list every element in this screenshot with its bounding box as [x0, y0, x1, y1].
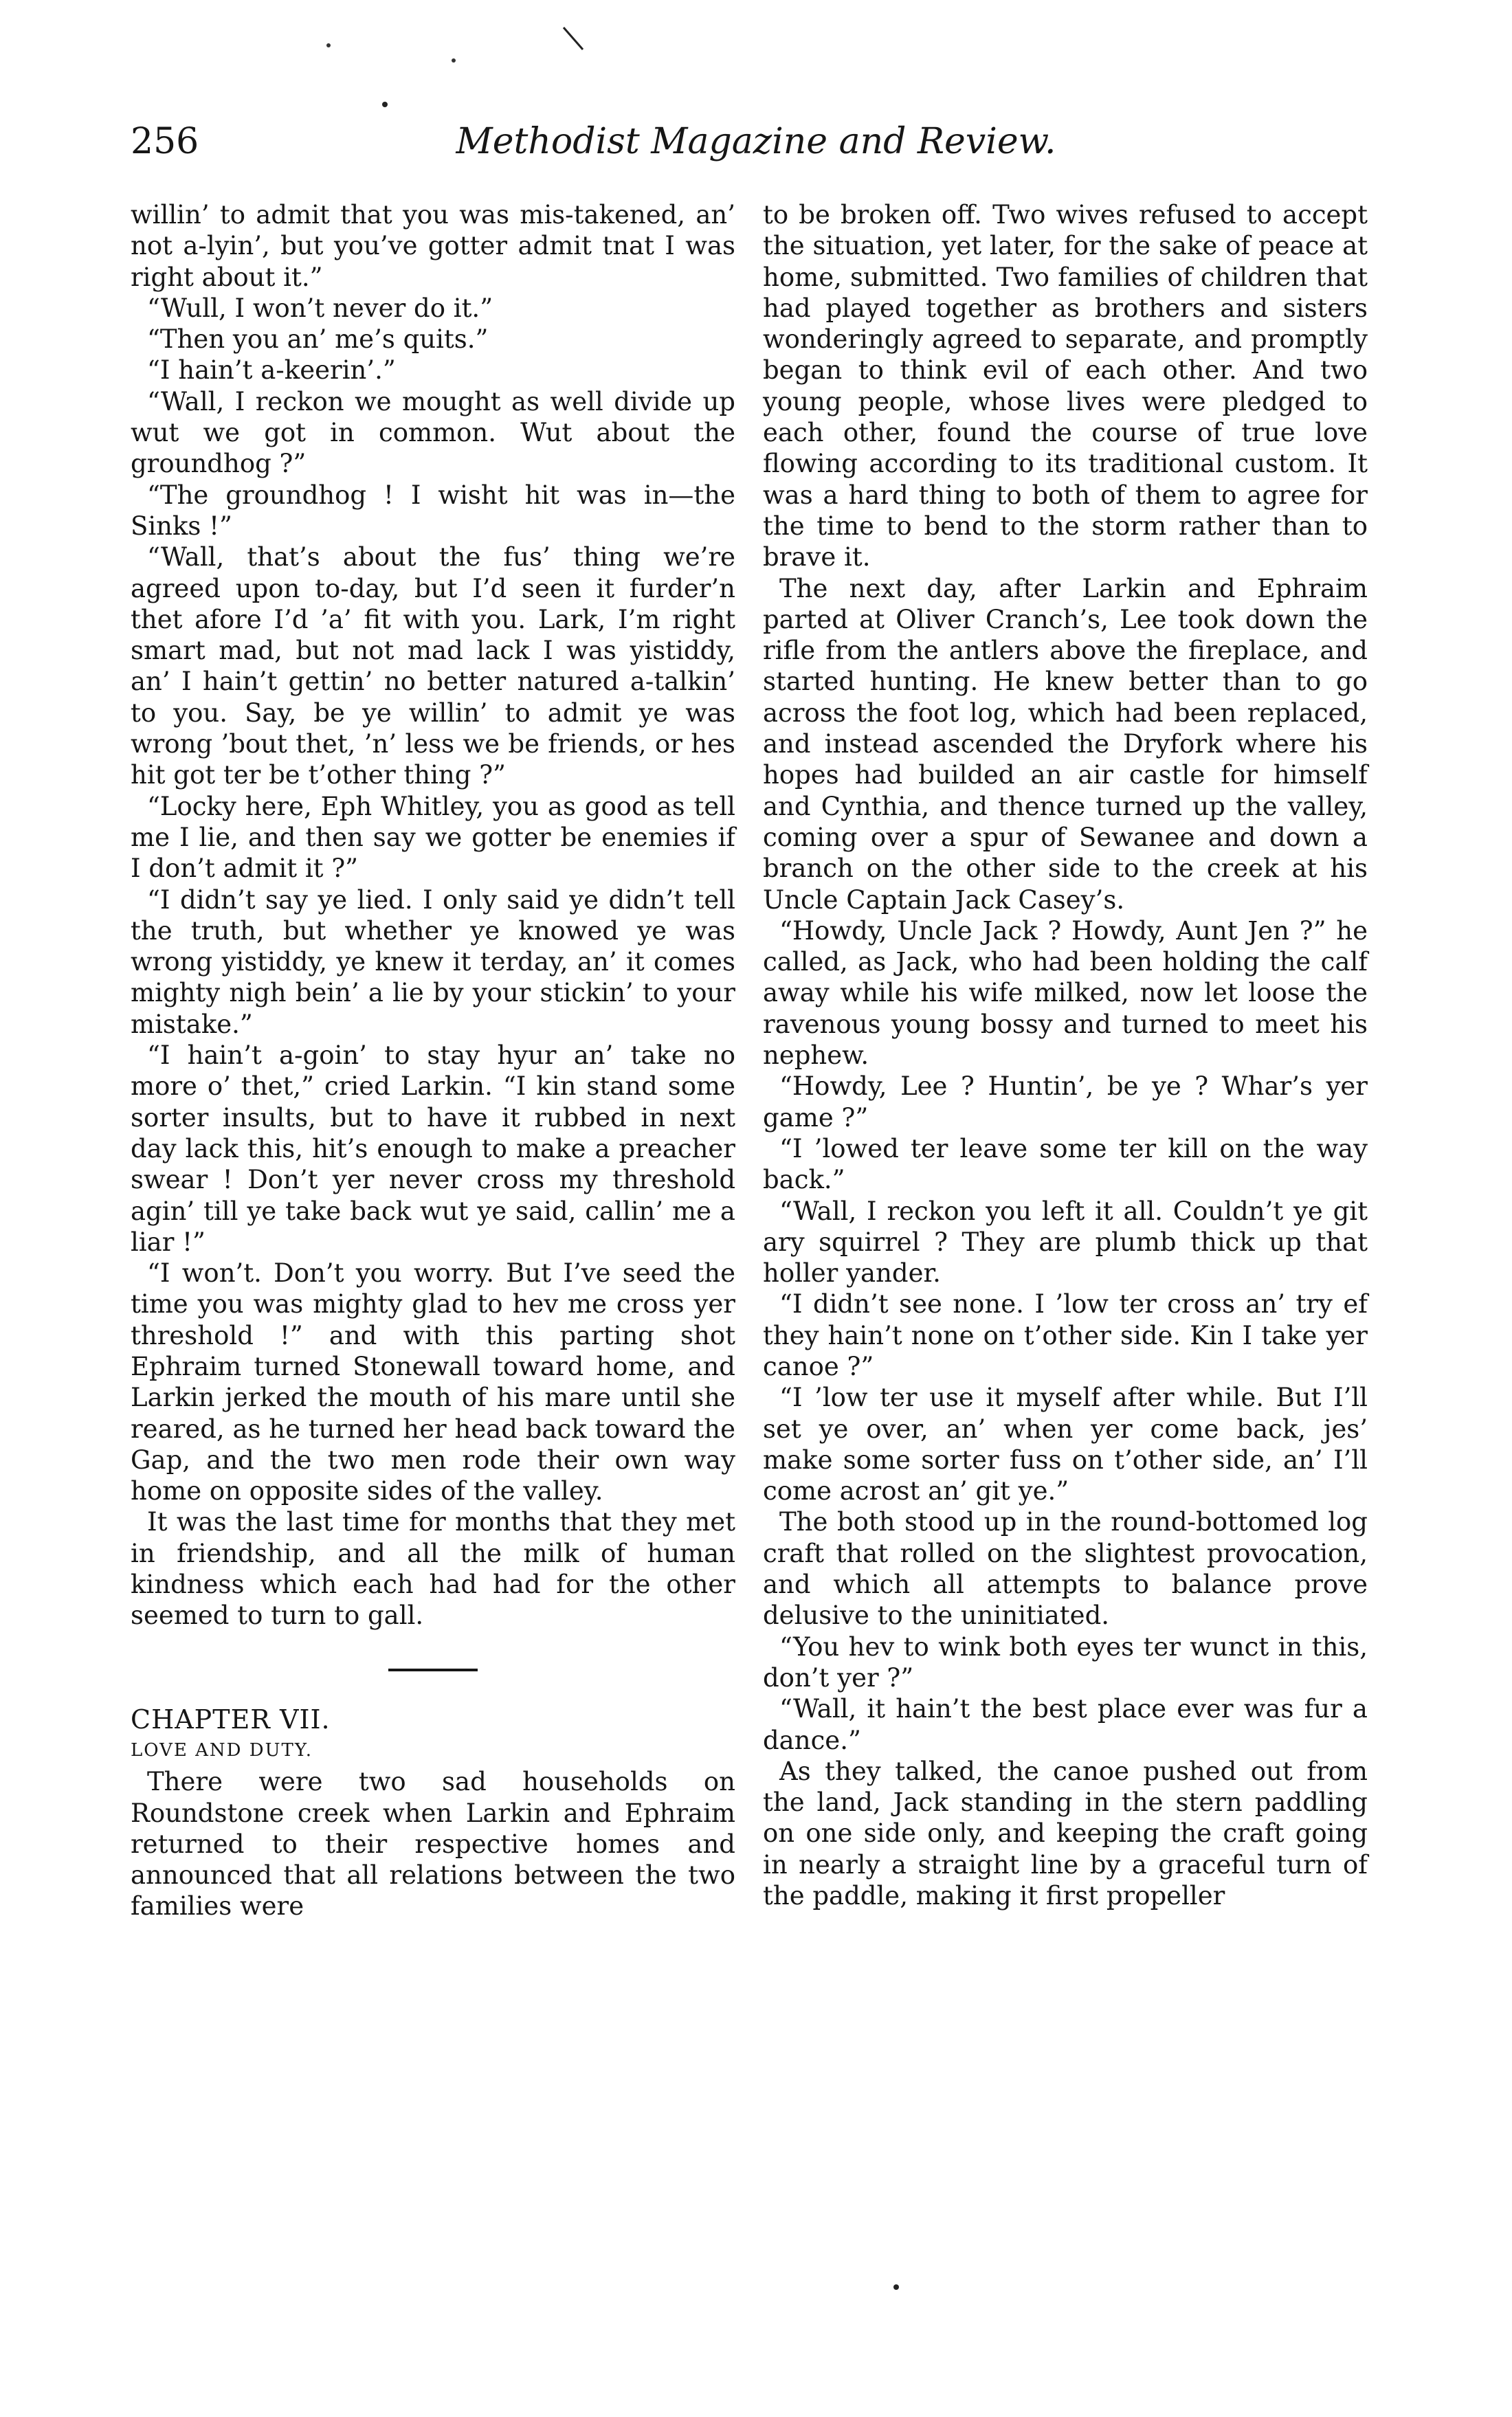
paragraph: “I ’low ter use it myself after while. But I’ll set ye over, an’ when yer come back, jes’ make some sorter fuss on t’other side, an’ I’ll come acrost an’ git ye.” [763, 1383, 1368, 1506]
chapter-subtitle: LOVE AND DUTY. [131, 1739, 313, 1761]
paragraph: “Wall, I reckon we mought as well divide up wut we got in common. Wut about the groundhog ?” [131, 386, 735, 479]
paragraph: “I didn’t say ye lied. I only said ye didn’t tell the truth, but whether ye knowed ye was wrong yistiddy, ye knew it terday, an’ it comes mighty nigh bein’ a lie by your stickin’ to your mistake.” [131, 884, 735, 1039]
print-speck [564, 27, 583, 49]
page-number: 256 [131, 121, 199, 162]
paragraph: “Wall, I reckon you left it all. Couldn’t ye git ary squirrel ? They are plumb thick up that holler yander. [763, 1196, 1368, 1289]
paragraph: to be broken off. Two wives refused to accept the situation, yet later, for the sake of peace at home, submitted. Two families of children that had played together as brothers and sisters wonderingly agreed to separate, and promptly began to think evil of each other. And two young people, whose lives were pledged to each other, found the course of true love flowing according to its traditional custom. It was a hard thing to both of them to agree for the time to bend to the storm rather than to brave it. [763, 200, 1368, 572]
chapter-title: CHAPTER VII. [131, 1704, 331, 1735]
paragraph: As they talked, the canoe pushed out from the land, Jack standing in the stern paddling on one side only, and keeping the craft going in nearly a straight line by a graceful turn of the paddle, making it first propeller [763, 1756, 1368, 1911]
print-speck [382, 102, 388, 107]
print-speck [452, 58, 456, 63]
paragraph: There were two sad households on Roundstone creek when Larkin and Ephraim returned to their respective homes and announced that all relations between the two families were [131, 1767, 735, 1922]
paragraph: “Locky here, Eph Whitley, you as good as tell me I lie, and then say we gotter be enemies if I don’t admit it ?” [131, 791, 735, 884]
print-speck [326, 43, 331, 47]
paragraph: “I didn’t see none. I ’low ter cross an’ try ef they hain’t none on t’other side. Kin I take yer canoe ?” [763, 1289, 1368, 1381]
paragraph: “The groundhog ! I wisht hit was in—the Sinks !” [131, 480, 735, 541]
paragraph: “Wall, it hain’t the best place ever was fur a dance.” [763, 1694, 1368, 1755]
paragraph: “You hev to wink both eyes ter wunct in this, don’t yer ?” [763, 1631, 1368, 1693]
section-divider [388, 1669, 478, 1671]
paragraph: “Wall, that’s about the fus’ thing we’re agreed upon to-day, but I’d seen it furder’n thet afore I’d ’a’ fit with you. Lark, I’m right smart mad, but not mad lack I was yistiddy, an’ I hain’t gettin’ no better natured a-talkin’ to you. Say, be ye willin’ to admit ye was wrong ’bout thet, ’n’ less we be friends, or hes hit got ter be t’other thing ?” [131, 542, 735, 790]
right-column [763, 199, 1368, 1911]
left-column [131, 199, 735, 1922]
paragraph: The next day, after Larkin and Ephraim parted at Oliver Cranch’s, Lee took down the rifle from the antlers above the fireplace, and started hunting. He knew better than to go across the foot log, which had been replaced, and instead ascended the Dryfork where his hopes had builded an air castle for himself and Cynthia, and thence turned up the valley, coming over a spur of Sewanee and down a branch on the other side to the creek at his Uncle Captain Jack Casey’s. [763, 573, 1368, 915]
paragraph: “Howdy, Uncle Jack ? Howdy, Aunt Jen ?” he called, as Jack, who had been holding the calf away while his wife milked, now let loose the ravenous young bossy and turned to meet his nephew. [763, 915, 1368, 1071]
paragraph: The both stood up in the round-bottomed log craft that rolled on the slightest provocation, and which all attempts to balance prove delusive to the uninitiated. [763, 1507, 1368, 1631]
paragraph: “Wull, I won’t never do it.” [147, 293, 493, 323]
paragraph: “I hain’t a-keerin’.” [147, 355, 396, 386]
paragraph: “I won’t. Don’t you worry. But I’ve seed the time you was mighty glad to hev me cross yer threshold !” and with this parting shot Ephraim turned Stonewall toward home, and Larkin jerked the mouth of his mare until she reared, as he turned her head back toward the Gap, and the two men rode their own way home on opposite sides of the valley. [131, 1258, 735, 1506]
paragraph: “Then you an’ me’s quits.” [147, 324, 489, 355]
running-title: Methodist Magazine and Review. [456, 121, 1056, 162]
paragraph: It was the last time for months that they met in friendship, and all the milk of human kindness which each had had for the other seemed to turn to gall. [131, 1507, 735, 1631]
paragraph: “I ’lowed ter leave some ter kill on the way back.” [763, 1133, 1368, 1195]
paragraph: “I hain’t a-goin’ to stay hyur an’ take no more o’ thet,” cried Larkin. “I kin stand some sorter insults, but to have it rubbed in next day lack this, hit’s enough to make a preacher swear ! Don’t yer never cross my threshold agin’ till ye take back wut ye said, callin’ me a liar !” [131, 1040, 735, 1257]
paragraph: willin’ to admit that you was mis-takened, an’ not a-lyin’, but you’ve gotter admit tnat I was right about it.” [131, 200, 735, 292]
page-header [131, 121, 1381, 169]
paragraph: “Howdy, Lee ? Huntin’, be ye ? Whar’s yer game ?” [763, 1071, 1368, 1133]
print-speck [893, 2284, 899, 2290]
